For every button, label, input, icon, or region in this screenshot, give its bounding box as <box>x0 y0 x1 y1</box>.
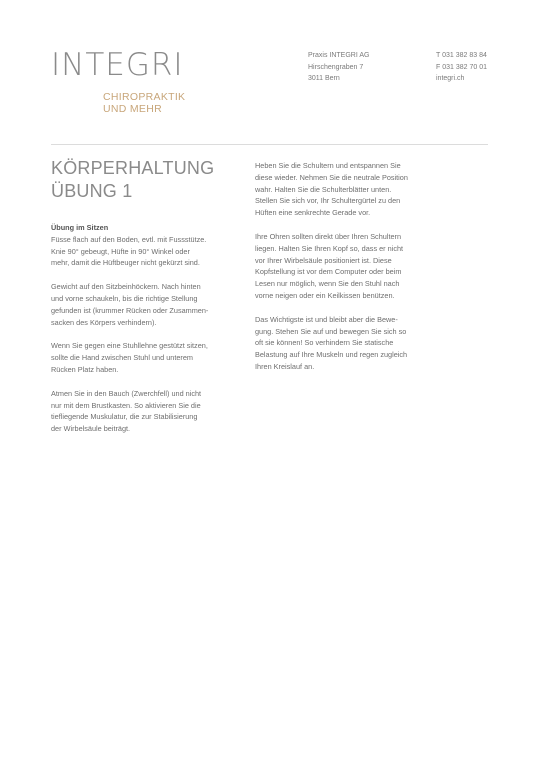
contact-fax: F 031 382 70 01 <box>436 63 487 71</box>
contact-phone: T 031 382 83 84 <box>436 52 487 59</box>
title-line1: KÖRPERHALTUNG <box>51 158 215 178</box>
logo-subtitle-line2: UND MEHR <box>103 103 162 115</box>
paragraph: Das Wichtigste ist und bleibt aber die Bewe- gung. Stehen Sie auf und bewegen Sie sich so oft sie können! So verhindern Sie statische Belastung auf Ihre Muskeln und regen zugleich Ihren Kreislauf an. <box>255 314 408 371</box>
logo-wordmark: INTEGRI <box>51 47 184 83</box>
paragraph: Füsse flach auf den Boden, evtl. mit Fussstütze. Knie 90° gebeugt, Hüfte in 90° Winkel oder mehr, damit die Hüftbeuger nicht gekürzt sind. <box>51 234 207 268</box>
logo-subtitle-line1: CHIROPRAKTIK <box>103 91 186 103</box>
address-line1: Praxis INTEGRI AG <box>308 52 370 59</box>
paragraph: Ihre Ohren sollten direkt über Ihren Schultern liegen. Halten Sie Ihren Kopf so, dass er nicht vor Ihrer Wirbelsäule positioniert ist. Diese Kopfstellung ist vor dem Computer oder beim Lesen nur möglich, wenn Sie den Stuhl nach vorne neigen oder ein Keilkissen benützen. <box>255 231 404 300</box>
exercise-subheading: Übung im Sitzen <box>51 223 109 232</box>
header-divider <box>51 144 488 145</box>
paragraph: Wenn Sie gegen eine Stuhllehne gestützt sitzen, sollte die Hand zwischen Stuhl und unterem Rücken Platz haben. <box>51 341 208 374</box>
page-title <box>51 157 214 203</box>
title-line2: ÜBUNG 1 <box>51 181 133 201</box>
contact-web: integri.ch <box>436 75 465 82</box>
integri-logo <box>51 48 185 115</box>
address-line2: Hirschengraben 7 <box>308 63 364 71</box>
logo-subtitle <box>103 91 185 115</box>
paragraph: Atmen Sie in den Bauch (Zwerchfell) und nicht nur mit dem Brustkasten. So aktivieren Sie die tiefliegende Muskulatur, die zur Stabilisierung der Wirbelsäule beiträgt. <box>51 388 202 434</box>
right-column <box>255 160 455 385</box>
address-line3: 3011 Bern <box>308 75 340 82</box>
practice-address <box>308 50 369 85</box>
practice-contact <box>436 50 487 85</box>
paragraph: Gewicht auf den Sitzbeinhöckern. Nach hinten und vorne schaukeln, bis die richtige Stellung gefunden ist (krummer Rücken oder Zusammen- sacken des Körpers verhindern). <box>51 282 209 327</box>
left-column <box>51 222 241 447</box>
paragraph: Heben Sie die Schultern und entspannen Sie diese wieder. Nehmen Sie die neutrale Position wahr. Halten Sie die Schulterblätter unten. Stellen Sie sich vor, Ihr Schultergürtel zu den Hüften eine senkrechte Gerade vor. <box>255 161 408 218</box>
